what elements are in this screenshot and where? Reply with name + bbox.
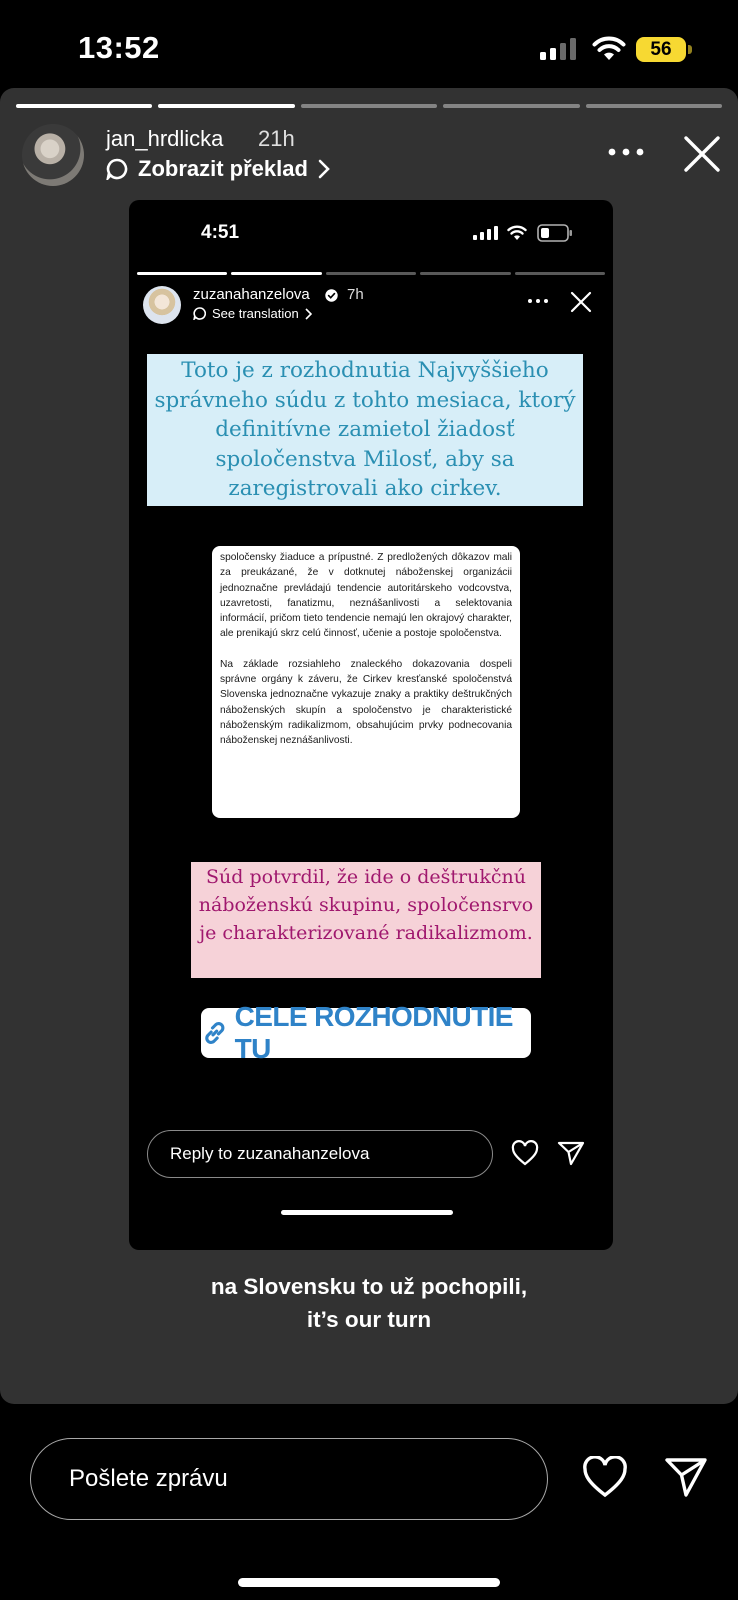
progress-segment — [443, 104, 579, 108]
translate-button[interactable] — [106, 154, 330, 184]
close-icon[interactable] — [682, 134, 722, 174]
inner-username: zuzanahanzelova — [193, 286, 310, 303]
caption-blue-text: Toto je z rozhodnutia Najvyššieho správneho súdu z tohto mesiaca, ktorý definitívne zamietol žiadosť spoločenstva Milosť, aby sa zaregistrovali ako cirkev. — [147, 354, 583, 506]
speech-bubble-icon — [106, 158, 128, 180]
battery-icon — [636, 37, 694, 62]
caption-line: na Slovensku to už pochopili, — [210, 1274, 528, 1299]
inner-close-icon — [569, 290, 593, 314]
wifi-icon — [592, 36, 626, 62]
link-sticker — [201, 1001, 531, 1064]
progress-segment — [158, 104, 294, 108]
story-username[interactable]: jan_hrdlicka — [106, 126, 224, 151]
inner-signal-icon — [473, 226, 499, 240]
link-icon — [201, 1018, 229, 1048]
inner-home-indicator — [281, 1210, 453, 1215]
cellular-signal-icon — [540, 38, 578, 60]
message-input[interactable]: Pošlete zprávu — [30, 1438, 548, 1520]
court-document-excerpt — [212, 546, 520, 818]
inner-battery-icon — [537, 224, 573, 242]
inner-speech-bubble-icon — [193, 307, 206, 320]
battery-level: 56 — [636, 37, 686, 62]
caption-pink-text: Súd potvrdil, že ide o deštrukčnú náboženskú skupinu, spoločensrvo je charakterizované radikalizmom. — [191, 862, 541, 978]
caption-line: it’s our turn — [306, 1307, 432, 1332]
link-label: CELE ROZHODNUTIE TU — [234, 1001, 513, 1064]
chevron-right-icon — [318, 159, 330, 179]
inner-story-progress — [137, 272, 605, 275]
inner-translate-label: See translation — [212, 306, 299, 321]
inner-wifi-icon — [507, 225, 527, 241]
more-options-icon[interactable] — [606, 146, 646, 158]
send-icon[interactable] — [664, 1456, 708, 1498]
inner-reply-field: Reply to zuzanahanzelova — [147, 1130, 493, 1178]
avatar[interactable] — [22, 124, 84, 186]
status-time: 13:52 — [78, 30, 160, 65]
inner-avatar — [143, 286, 181, 324]
progress-segment — [301, 104, 437, 108]
inner-more-icon — [527, 298, 549, 304]
inner-send-icon — [557, 1140, 585, 1166]
inner-translate — [193, 306, 312, 321]
status-bar — [0, 0, 738, 90]
story-text-caption — [0, 1270, 738, 1336]
progress-segment — [16, 104, 152, 108]
inner-age: 7h — [347, 286, 364, 303]
inner-status-time: 4:51 — [201, 222, 240, 243]
doc-paragraph: spoločensky žiaduce a prípustné. Z predložených dôkazov mali za preukázané, že v dotknutej náboženskej organizácii jednoznačne prevládajú tendencie autoritárskeho vodcovstva, uzavretosti, fanatizmu, neznášanlivosti a selektovania informácií, pričom tieto tendencie nemajú len okrajový charakter, ale prenikajú skrz celú činnosť, učenie a postoje spoločenstva. — [220, 552, 512, 640]
progress-segment — [586, 104, 722, 108]
inner-chevron-right-icon — [305, 308, 312, 320]
heart-icon[interactable] — [582, 1456, 628, 1498]
inner-heart-icon — [511, 1140, 539, 1166]
verified-badge-icon — [325, 289, 338, 302]
story-progress-bar — [16, 104, 722, 108]
home-indicator[interactable] — [238, 1578, 500, 1587]
doc-paragraph: Na základe rozsiahleho znaleckého dokazovania dospeli správne orgány k záveru, že Cirkev kresťanské spoločenstvá Slovenska jednoznačne vykazuje znaky a praktiky deštrukčných náboženských skupín a spoločenstvo je charakteristické náboženským radikalizmom, obsahujúcim prvky podnecovania náboženskej neznášanlivosti. — [220, 658, 512, 747]
story-image-screenshot — [129, 200, 613, 1250]
story-age: 21h — [258, 126, 295, 151]
translate-label: Zobrazit překlad — [138, 156, 308, 181]
